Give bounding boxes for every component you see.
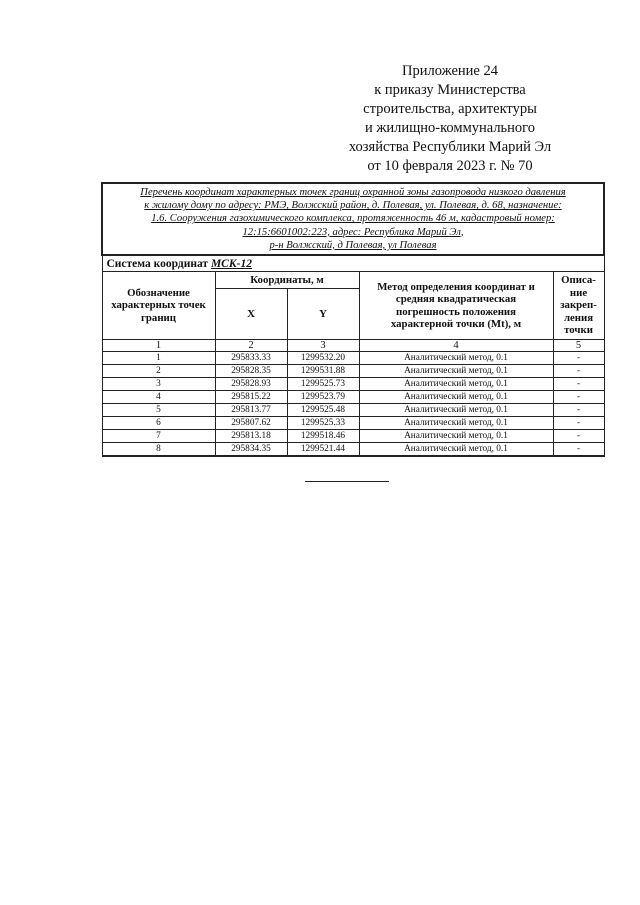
table-row — [102, 365, 604, 378]
header-y: Y — [287, 289, 359, 340]
method: Аналитический метод, 0.1 — [359, 378, 553, 391]
header-method — [359, 272, 553, 340]
coord-x: 295813.77 — [215, 404, 287, 417]
description: - — [553, 352, 604, 365]
method: Аналитический метод, 0.1 — [359, 404, 553, 417]
appendix-header — [330, 62, 570, 176]
header-text: закреп- — [560, 299, 597, 312]
table-row — [102, 404, 604, 417]
method: Аналитический метод, 0.1 — [359, 417, 553, 430]
header-text: границ — [141, 311, 176, 324]
description: - — [553, 443, 604, 457]
coord-x: 295815.22 — [215, 391, 287, 404]
caption-line: 12:15:6601002:223, адрес: Республика Марий Эл, — [242, 226, 464, 238]
header-text: Описа- — [561, 274, 596, 287]
point-number: 1 — [102, 352, 215, 365]
coord-x: 295834.35 — [215, 443, 287, 457]
coordinate-system — [102, 255, 604, 272]
caption-line: к жилому дому по адресу: РМЭ, Волжский район, д. Полевая, ул. Полевая, д. 68, назначение: — [144, 200, 562, 212]
header-designation — [102, 272, 215, 340]
coord-y: 1299523.79 — [287, 391, 359, 404]
column-number: 1 — [102, 340, 215, 352]
table-row — [102, 443, 604, 457]
column-number: 5 — [553, 340, 604, 352]
header-text: характерной точки (Mt), м — [390, 318, 522, 331]
caption-line: р-н Волжский, д Полевая, ул Полевая — [269, 239, 437, 251]
coordinate-system-value: МСК-12 — [210, 257, 252, 270]
table-row — [102, 378, 604, 391]
header-description — [553, 272, 604, 340]
coordinates-table-container — [101, 182, 603, 457]
description: - — [553, 430, 604, 443]
coord-y: 1299532.20 — [287, 352, 359, 365]
table-row — [102, 430, 604, 443]
method: Аналитический метод, 0.1 — [359, 430, 553, 443]
coord-x: 295833.33 — [215, 352, 287, 365]
description: - — [553, 417, 604, 430]
coord-x: 295828.35 — [215, 365, 287, 378]
column-number: 3 — [287, 340, 359, 352]
coordinates-table — [101, 182, 605, 457]
column-numbers-row — [102, 340, 604, 352]
table-row — [102, 417, 604, 430]
appendix-line: хозяйства Республики Марий Эл — [348, 139, 552, 155]
point-number: 5 — [102, 404, 215, 417]
table-caption — [102, 183, 604, 255]
coord-y: 1299525.48 — [287, 404, 359, 417]
coord-y: 1299521.44 — [287, 443, 359, 457]
coord-x: 295813.18 — [215, 430, 287, 443]
header-text: средняя квадратическая — [395, 293, 517, 306]
table-row — [102, 391, 604, 404]
description: - — [553, 378, 604, 391]
column-number: 4 — [359, 340, 553, 352]
appendix-line: и жилищно-коммунального — [364, 120, 536, 136]
header-text: точки — [564, 324, 593, 337]
method: Аналитический метод, 0.1 — [359, 365, 553, 378]
table-row — [102, 352, 604, 365]
appendix-line: строительства, архитектуры — [363, 101, 537, 117]
coord-y: 1299525.33 — [287, 417, 359, 430]
method: Аналитический метод, 0.1 — [359, 443, 553, 457]
header-x: X — [215, 289, 287, 340]
coord-y: 1299531.88 — [287, 365, 359, 378]
header-text: погрешность положения — [396, 305, 516, 318]
coord-x: 295807.62 — [215, 417, 287, 430]
appendix-line: от 10 февраля 2023 г. № 70 — [367, 158, 533, 174]
point-number: 7 — [102, 430, 215, 443]
appendix-line: к приказу Министерства — [374, 82, 526, 98]
point-number: 2 — [102, 365, 215, 378]
caption-line: Перечень координат характерных точек границ охранной зоны газопровода низкого давления — [140, 187, 566, 198]
method: Аналитический метод, 0.1 — [359, 352, 553, 365]
caption-line: 1.6. Сооружения газохимического комплекса, протяженность 46 м, кадастровый номер: — [151, 213, 555, 225]
description: - — [553, 404, 604, 417]
header-text: Метод определения координат и — [377, 280, 535, 293]
point-number: 4 — [102, 391, 215, 404]
header-text: Обозначение — [127, 286, 190, 299]
header-text: ние — [569, 286, 588, 299]
column-number: 2 — [215, 340, 287, 352]
description: - — [553, 365, 604, 378]
coord-x: 295828.93 — [215, 378, 287, 391]
header-text: характерных точек — [111, 299, 206, 312]
point-number: 8 — [102, 443, 215, 457]
description: - — [553, 391, 604, 404]
header-coordinates: Координаты, м — [215, 272, 359, 289]
point-number: 6 — [102, 417, 215, 430]
point-number: 3 — [102, 378, 215, 391]
end-separator-line — [305, 481, 389, 482]
coordinate-system-label: Система координат — [106, 257, 209, 270]
header-text: ления — [563, 311, 594, 324]
appendix-line: Приложение 24 — [402, 63, 498, 79]
method: Аналитический метод, 0.1 — [359, 391, 553, 404]
coord-y: 1299518.46 — [287, 430, 359, 443]
coord-y: 1299525.73 — [287, 378, 359, 391]
